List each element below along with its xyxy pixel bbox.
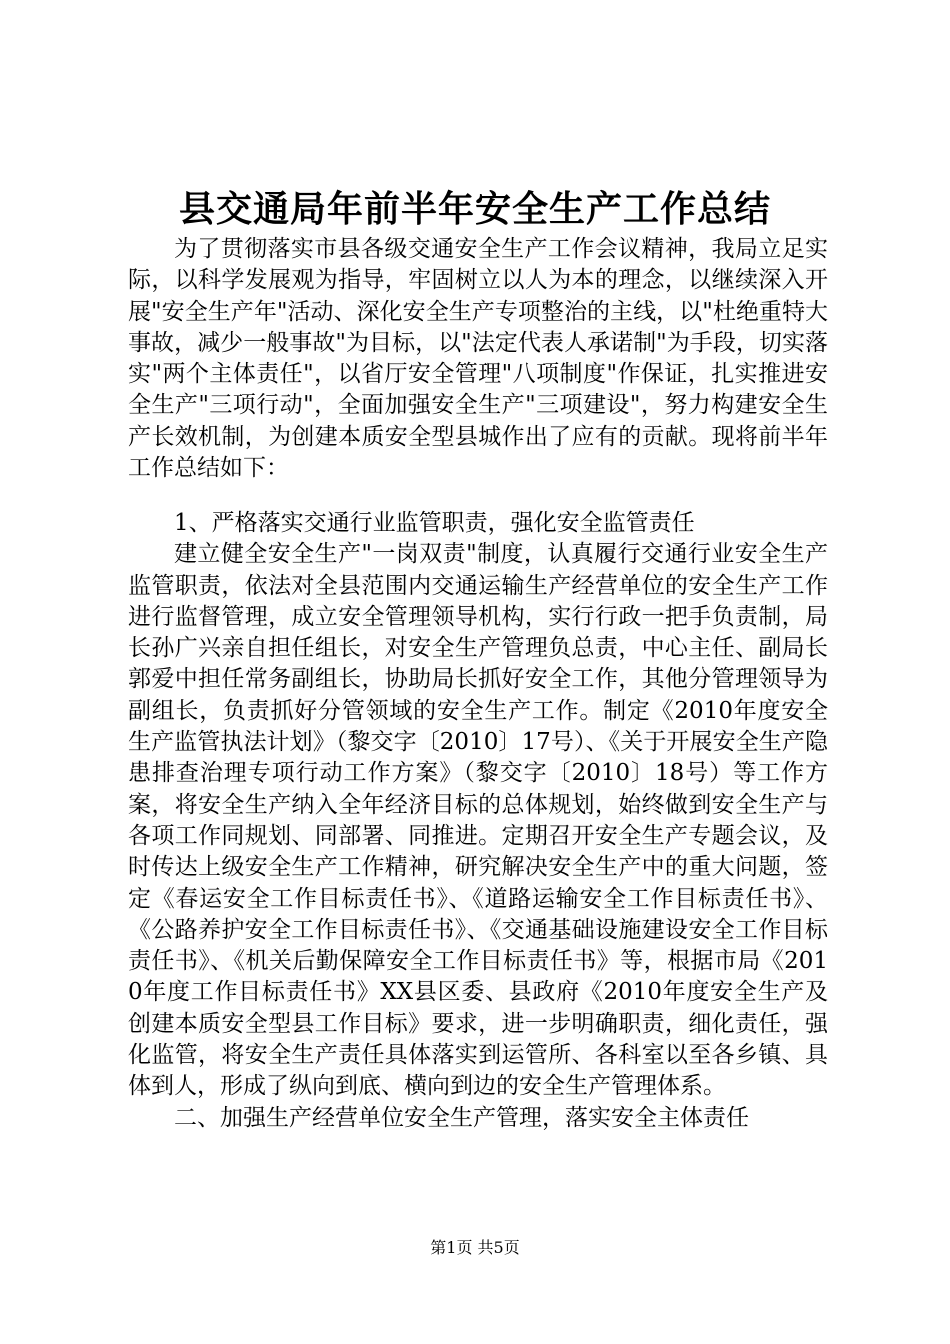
intro-paragraph: 为了贯彻落实市县各级交通安全生产工作会议精神，我局立足实际，以科学发展观为指导，牢固树立以人为本的理念，以继续深入开展"安全生产年"活动、深化安全生产专项整治的主线，以"杜绝重特大事故，减少一般事故"为目标，以"法定代表人承诺制"为手段，切实落实"两个主体责任"，以省厅安全管理"八项制度"作保证，扎实推进安全生产"三项行动"，全面加强安全生产"三项建设"，努力构建安全生产长效机制，为创建本质安全型县城作出了应有的贡献。现将前半年工作总结如下： — [128, 236, 828, 482]
section1-paragraph: 建立健全安全生产"一岗双责"制度，认真履行交通行业安全生产监管职责，依法对全县范围内交通运输生产经营单位的安全生产工作进行监督管理，成立安全管理领导机构，实行行政一把手负责制，局长孙广兴亲自担任组长，对安全生产管理负总责，中心主任、副局长郭爱中担任常务副组长，协助局长抓好安全工作，其他分管理领导为副组长，负责抓好分管领域的安全生产工作。制定《2010年度安全生产监管执法计划》（黎交字〔2010〕17号）、《关于开展安全生产隐患排查治理专项行动工作方案》（黎交字〔2010〕18号）等工作方案，将安全生产纳入全年经济目标的总体规划，始终做到安全生产与各项工作同规划、同部署、同推进。定期召开安全生产专题会议，及时传达上级安全生产工作精神，研究解决安全生产中的重大问题，签定《春运安全工作目标责任书》、《道路运输安全工作目标责任书》、《公路养护安全工作目标责任书》、《交通基础设施建设安全工作目标责任书》、《机关后勤保障安全工作目标责任书》等，根据市局《2010年度工作目标责任书》XX县区委、县政府《2010年度安全生产及创建本质安全型县工作目标》要求，进一步明确职责，细化责任，强化监管，将安全生产责任具体落实到运管所、各科室以至各乡镇、具体到人，形成了纵向到底、横向到边的安全生产管理体系。 — [128, 541, 828, 1100]
section1-heading: 1、严格落实交通行业监管职责，强化安全监管责任 — [174, 510, 695, 536]
section2-heading: 二、加强生产经营单位安全生产管理，落实安全主体责任 — [174, 1104, 749, 1131]
page-footer: 第1页 共5页 — [430, 1238, 520, 1257]
intro-block — [128, 234, 828, 484]
section-block — [128, 508, 828, 1134]
document-title: 县交通局年前半年安全生产工作总结 — [178, 188, 771, 230]
